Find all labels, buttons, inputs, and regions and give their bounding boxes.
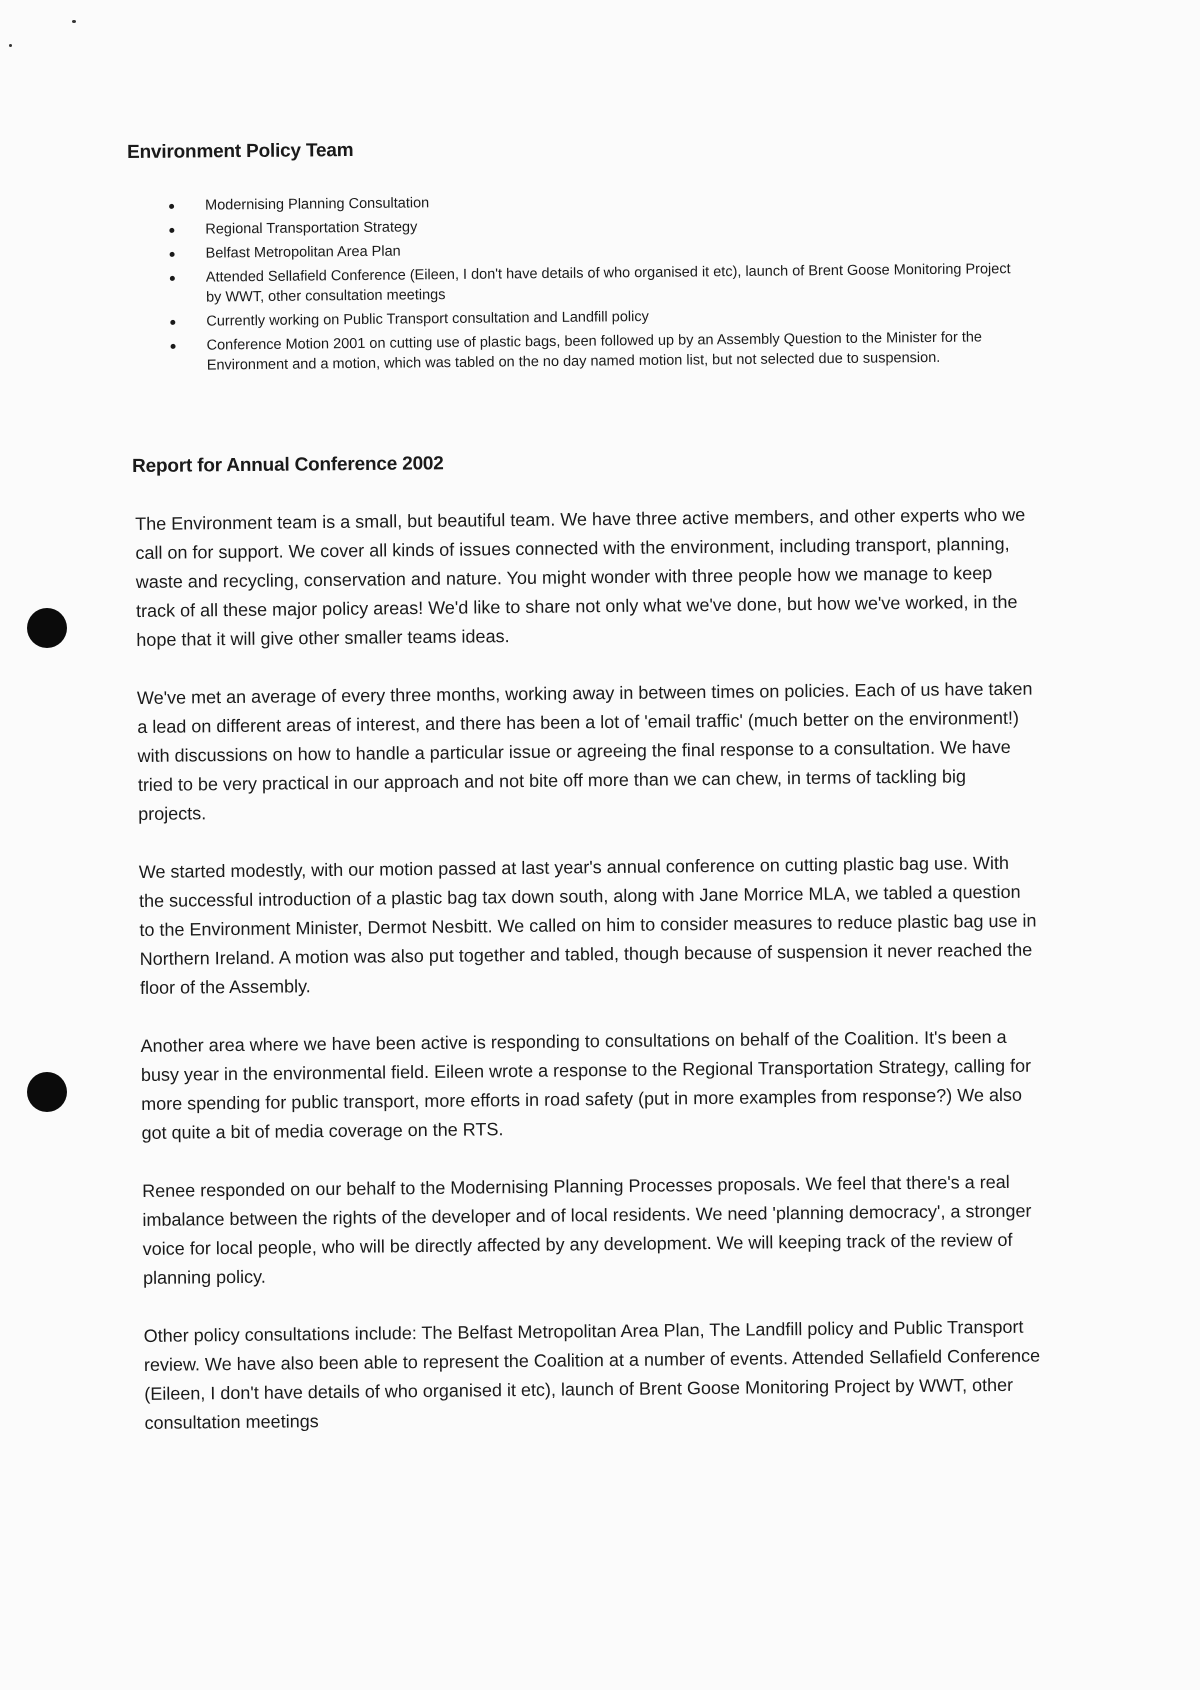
report-paragraph: Other policy consultations include: The Belfast Metropolitan Area Plan, The Landfill policy and Public Transport review. We have also been able to represent the Coalition at a number of events. Attended Sellafield Conference (Eileen, I don't have details of who organised it etc), launch of Brent Goose Monitoring Project by WWT, other consultation meetings [143,1316,1041,1433]
report-paragraph: Renee responded on our behalf to the Modernising Planning Processes proposals. We feel that there's a real imbalance between the rights of the developer and of local residents. We need 'planning democracy', a stronger voice for local people, who will be directly affected by any development. We will keeping track of the review of planning policy. [142,1171,1032,1288]
report-paragraph: We started modestly, with our motion passed at last year's annual conference on cutting plastic bag use. With the successful introduction of a plastic bag tax down south, along with Jane Morrice MLA, we tabled a question to the Environment Minister, Dermot Nesbitt. We called on him to consider measures to reduce plastic bag use in Northern Ireland. A motion was also put together and tabled, though because of suspension it never reached the floor of the Assembly. [138,852,1037,998]
report-paragraph: Another area where we have been active is responding to consultations on behalf of the Coalition. It's been a busy year in the environmental field. Eileen wrote a response to the Regional Transportation Strategy, calling for more spending for public transport, more efforts in road safety (put in more examples from response?) We also got quite a bit of media coverage on the RTS. [140,1026,1032,1143]
bullet-item: Belfast Metropolitan Area Plan [166,235,1026,264]
bullet-item: Conference Motion 2001 on cutting use of plastic bags, been followed up by an Assembly Question to the Minister for the Environment and a motion, which was tabled on the no day named motion list, but not selected due to suspension. [166,327,1026,376]
bullet-item: Currently working on Public Transport consultation and Landfill policy [166,303,1026,332]
policy-team-heading: Environment Policy Team [127,140,354,163]
scan-speck [9,44,12,47]
punch-hole [27,608,67,648]
punch-hole [27,1072,67,1112]
report-paragraph: The Environment team is a small, but beautiful team. We have three active members, and other experts who we call on for support. We cover all kinds of issues connected with the environment, including transport, planning, waste and recycling, conservation and nature. You might wonder with three people how we manage to keep track of all these major policy areas! We'd like to share not only what we've done, but how we've worked, in the hope that it will give other smaller teams ideas. [135,504,1026,650]
bullet-item: Attended Sellafield Conference (Eileen, I don't have details of who organised it etc), launch of Brent Goose Monitoring Project by WWT, other consultation meetings [166,259,1026,308]
bullet-item: Modernising Planning Consultation [165,187,1025,216]
scan-speck [72,20,76,23]
report-heading: Report for Annual Conference 2002 [132,453,444,477]
bullet-item: Regional Transportation Strategy [165,211,1025,240]
report-body [135,501,1045,1467]
policy-team-bullet-list [165,187,1027,380]
report-paragraph: We've met an average of every three months, working away in between times on policies. Each of us have taken a lead on different areas of interest, and there has been a lot of 'email traffic' (much better on the environment!) with discussions on how to handle a particular issue or agreeing the final response to a consultation. We have tried to be very practical in our approach and not bite off more than we can chew, in terms of tackling big projects. [136,678,1033,824]
